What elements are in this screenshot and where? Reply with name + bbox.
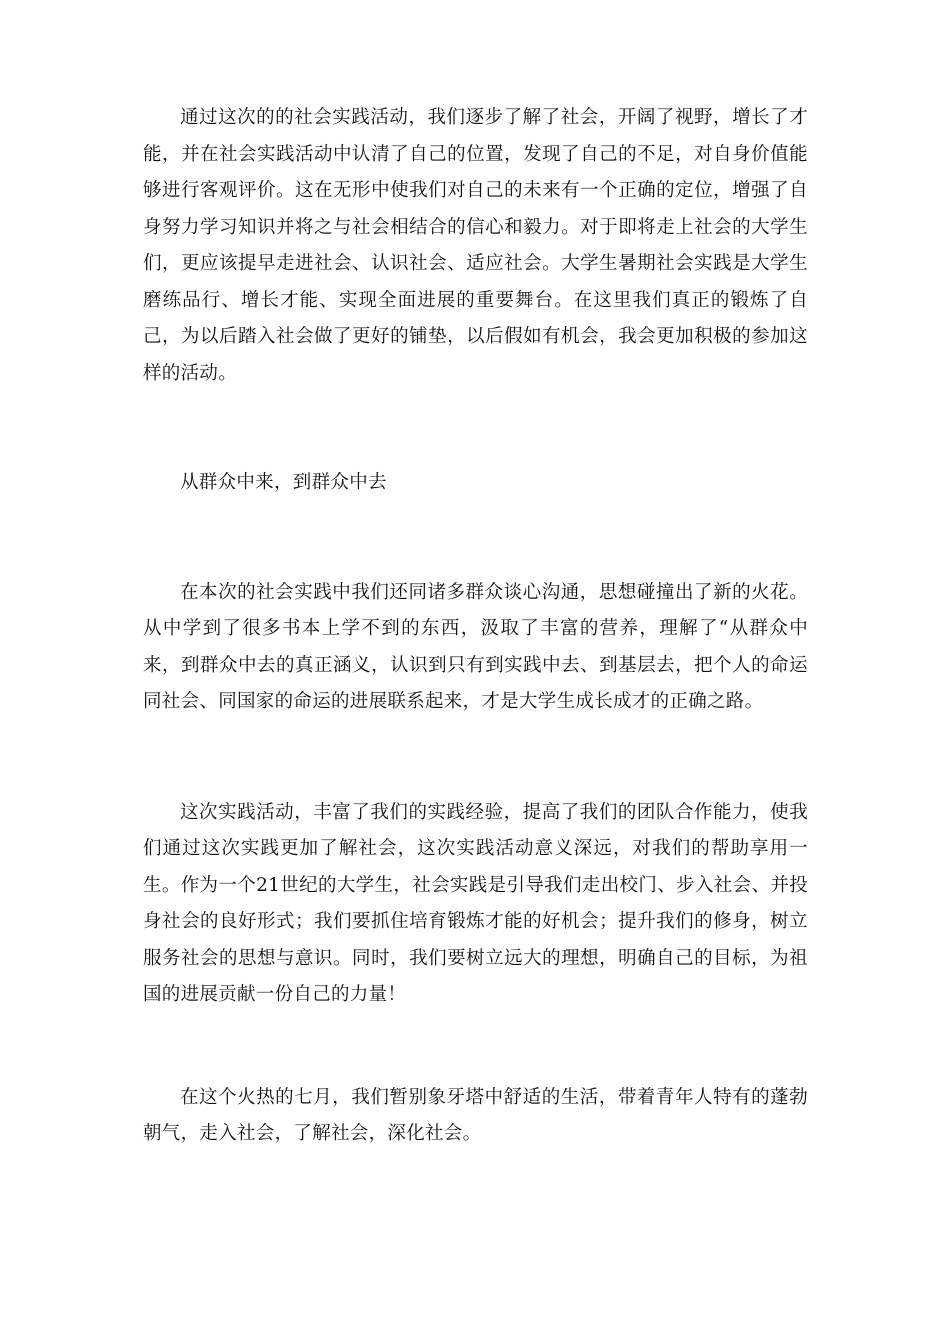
paragraph-social-practice-summary: 通过这次的的社会实践活动，我们逐步了解了社会，开阔了视野，增长了才能，并在社会实践活动中认清了自己的位置，发现了自己的不足，对自身价值能够进行客观评价。这在无形中使我们对自己的未来有一个正确的定位，增强了自身努力学习知识并将之与社会相结合的信心和毅力。对于即将走上社会的大学生们，更应该提早走进社会、认识社会、适应社会。大学生暑期社会实践是大学生磨练品行、增长才能、实现全面进展的重要舞台。在这里我们真正的锻炼了自己，为以后踏入社会做了更好的铺垫，以后假如有机会，我会更加积极的参加这样的活动。 [143,107,808,384]
paragraph-july: 在这个火热的七月，我们暂别象牙塔中舒适的生活，带着青年人特有的蓬勃朝气，走入社会，了解社会，深化社会。 [143,1086,808,1144]
paragraph-spacer [143,721,808,795]
document-body [143,100,808,1153]
paragraph-spacer [143,1014,808,1080]
paragraph-spacer [143,502,808,575]
section-heading: 从群众中来，到群众中去 [180,472,387,493]
paragraph-mass-communication: 在本次的社会实践中我们还同诸多群众谈心沟通，思想碰撞出了新的火花。从中学到了很多书本上学不到的东西，汲取了丰富的营养，理解了“从群众中来，到群众中去的真正涵义，认识到只有到实践中去、到基层去，把个人的命运同社会、同国家的命运的进展联系起来，才是大学生成长成才的正确之路。 [143,581,808,712]
paragraph-spacer [143,392,808,465]
paragraph-practice-experience: 这次实践活动，丰富了我们的实践经验，提高了我们的团队合作能力，使我们通过这次实践更加了解社会，这次实践活动意义深远，对我们的帮助享用一生。作为一个21世纪的大学生，社会实践是引导我们走出校门、步入社会、并投身社会的良好形式；我们要抓住培育锻炼才能的好机会；提升我们的修身，树立服务社会的思想与意识。同时，我们要树立远大的理想，明确自己的目标，为祖国的进展贡献一份自己的力量！ [143,801,808,1005]
